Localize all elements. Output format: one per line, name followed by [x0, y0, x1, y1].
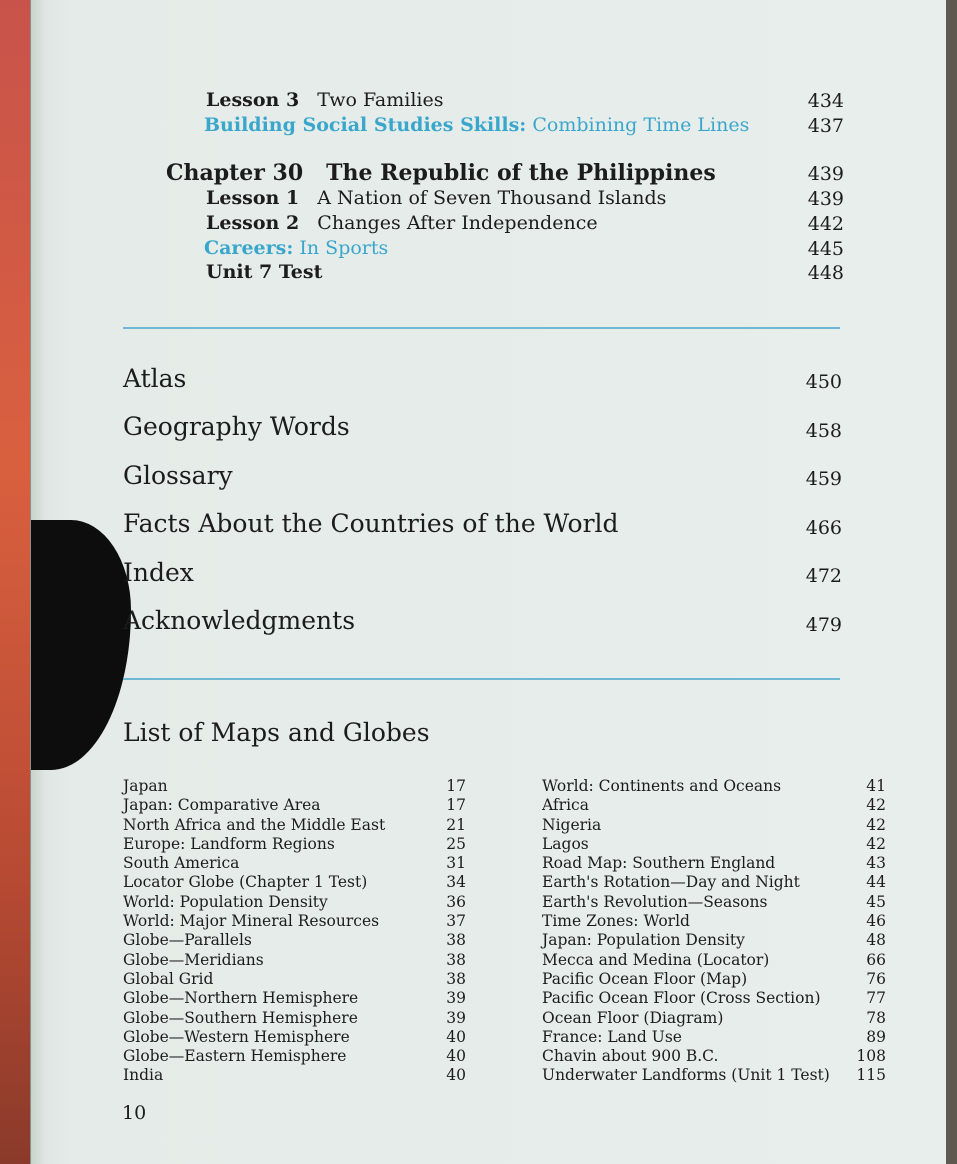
map-list-item: Globe—Parallels — [123, 931, 252, 950]
section-page-number: 472 — [805, 565, 842, 587]
map-list-item: Globe—Eastern Hemisphere — [123, 1047, 347, 1066]
map-list-page: 25 — [446, 834, 466, 853]
unit-test-label: Unit 7 Test — [206, 261, 323, 283]
map-list-page: 42 — [866, 815, 886, 834]
map-list-page: 41 — [866, 777, 886, 795]
skill-label: Building Social Studies Skills: — [204, 114, 527, 136]
lesson-title: A Nation of Seven Thousand Islands — [317, 187, 667, 209]
lesson-label: Lesson 2 — [206, 212, 300, 234]
map-list-item: Japan: Population Density — [542, 931, 745, 950]
section-geography-words: Geography Words — [123, 412, 350, 441]
map-list-item: Road Map: Southern England — [542, 854, 776, 873]
map-list-page: 37 — [446, 912, 466, 931]
map-list-page: 43 — [866, 854, 886, 873]
chapter-title: The Republic of the Philippines — [326, 160, 716, 186]
map-list-item: Africa — [542, 796, 589, 815]
toc-page-number: 437 — [807, 115, 844, 137]
map-list-page: 42 — [866, 796, 886, 815]
map-list-page: 66 — [866, 950, 886, 969]
map-list-page: 39 — [446, 989, 466, 1008]
toc-page-number: 442 — [807, 213, 844, 235]
section-atlas: Atlas — [123, 364, 187, 393]
careers-label: Careers: — [204, 237, 294, 259]
map-list-page: 40 — [446, 1047, 466, 1066]
map-list-page: 38 — [446, 969, 466, 988]
toc-page-number: 448 — [807, 262, 844, 284]
toc-lesson-1 — [206, 187, 666, 209]
map-list-page: 108 — [856, 1047, 886, 1066]
map-list-page: 21 — [446, 815, 466, 834]
map-list-item: Pacific Ocean Floor (Cross Section) — [542, 989, 821, 1008]
section-page-number: 458 — [805, 420, 842, 442]
map-list-page: 115 — [856, 1066, 886, 1085]
section-page-number: 466 — [805, 517, 842, 539]
careers-title: In Sports — [299, 237, 389, 259]
map-list-page: 38 — [446, 931, 466, 950]
map-list-item: South America — [123, 854, 240, 873]
maps-list-right-pages — [836, 777, 886, 1086]
map-list-item: Globe—Meridians — [123, 950, 264, 969]
map-list-page: 40 — [446, 1027, 466, 1046]
map-list-page: 39 — [446, 1008, 466, 1027]
map-list-page: 44 — [866, 873, 886, 892]
map-list-item: Globe—Northern Hemisphere — [123, 989, 359, 1008]
toc-chapter-30 — [166, 160, 716, 186]
maps-list-left-pages — [420, 777, 466, 1086]
book-cover-edge — [0, 0, 30, 1164]
map-list-item: North Africa and the Middle East — [123, 815, 386, 834]
page-number: 10 — [122, 1102, 147, 1124]
map-list-page: 17 — [446, 777, 466, 795]
map-list-page: 77 — [866, 989, 886, 1008]
lesson-title: Two Families — [317, 89, 444, 111]
toc-lesson-2 — [206, 212, 598, 234]
map-list-item: Mecca and Medina (Locator) — [542, 950, 770, 969]
section-index: Index — [123, 558, 194, 587]
toc-careers-entry — [204, 237, 388, 259]
map-list-page: 31 — [446, 854, 466, 873]
map-list-item: Lagos — [542, 834, 589, 853]
maps-list-heading: List of Maps and Globes — [123, 718, 430, 747]
section-page-number: 459 — [805, 468, 842, 490]
map-list-item: Globe—Western Hemisphere — [123, 1027, 350, 1046]
section-acknowledgments: Acknowledgments — [123, 606, 356, 635]
map-list-page: 36 — [446, 892, 466, 911]
map-list-page: 48 — [866, 931, 886, 950]
maps-list-right — [542, 777, 832, 1086]
lesson-label: Lesson 1 — [206, 187, 300, 209]
skill-title: Combining Time Lines — [532, 114, 750, 136]
toc-skills-entry — [204, 114, 749, 136]
divider-rule — [123, 678, 840, 680]
map-list-item: Locator Globe (Chapter 1 Test) — [123, 873, 368, 892]
map-list-page: 89 — [866, 1027, 886, 1046]
map-list-item: Chavin about 900 B.C. — [542, 1047, 719, 1066]
map-list-page: 76 — [866, 969, 886, 988]
chapter-label: Chapter 30 — [166, 160, 304, 186]
map-list-item: Ocean Floor (Diagram) — [542, 1008, 724, 1027]
section-page-number: 479 — [805, 614, 842, 636]
map-list-item: Japan — [123, 777, 168, 795]
map-list-item: Time Zones: World — [542, 912, 690, 931]
map-list-item: World: Population Density — [123, 892, 328, 911]
lesson-label: Lesson 3 — [206, 89, 300, 111]
map-list-page: 40 — [446, 1066, 466, 1085]
toc-lesson-3 — [206, 89, 444, 111]
map-list-item: Earth's Revolution—Seasons — [542, 892, 768, 911]
map-list-page: 46 — [866, 912, 886, 931]
map-list-item: World: Major Mineral Resources — [123, 912, 380, 931]
toc-page-number: 439 — [807, 163, 844, 185]
map-list-page: 38 — [446, 950, 466, 969]
map-list-item: Europe: Landform Regions — [123, 834, 335, 853]
map-list-item: Underwater Landforms (Unit 1 Test) — [542, 1066, 830, 1085]
map-list-item: Earth's Rotation—Day and Night — [542, 873, 800, 892]
map-list-page: 78 — [866, 1008, 886, 1027]
section-page-number: 450 — [805, 371, 842, 393]
map-list-item: Global Grid — [123, 969, 214, 988]
map-list-page: 34 — [446, 873, 466, 892]
maps-list-left — [123, 777, 413, 1086]
map-list-item: Pacific Ocean Floor (Map) — [542, 969, 748, 988]
map-list-page: 42 — [866, 834, 886, 853]
map-list-item: France: Land Use — [542, 1027, 682, 1046]
map-list-item: Nigeria — [542, 815, 602, 834]
thumb-shadow — [31, 520, 131, 770]
map-list-page: 45 — [866, 892, 886, 911]
toc-page-number: 445 — [807, 238, 844, 260]
map-list-item: India — [123, 1066, 164, 1085]
divider-rule — [123, 327, 840, 329]
section-facts-countries: Facts About the Countries of the World — [123, 509, 619, 538]
toc-page-number: 439 — [807, 188, 844, 210]
toc-page-number: 434 — [807, 90, 844, 112]
map-list-item: World: Continents and Oceans — [542, 777, 782, 795]
section-glossary: Glossary — [123, 461, 233, 490]
map-list-item: Japan: Comparative Area — [123, 796, 321, 815]
map-list-item: Globe—Southern Hemisphere — [123, 1008, 358, 1027]
toc-unit-test — [206, 261, 322, 283]
map-list-page: 17 — [446, 796, 466, 815]
lesson-title: Changes After Independence — [317, 212, 598, 234]
